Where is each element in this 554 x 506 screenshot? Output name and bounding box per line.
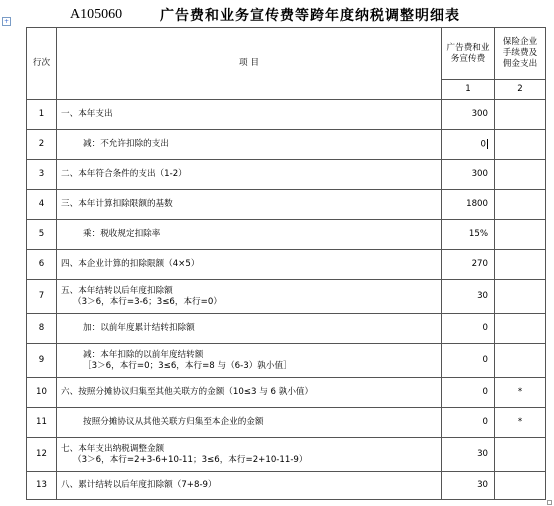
header-col1-index: 1 xyxy=(442,80,495,100)
tax-adjustment-table xyxy=(26,27,546,500)
value-cell-col1[interactable]: 0 xyxy=(442,344,495,378)
header-col1: 广告费和业务宣传费 xyxy=(442,28,495,80)
row-label: 四、本企业计算的扣除限额（4×5） xyxy=(57,250,442,280)
value-cell-col2[interactable] xyxy=(495,344,546,378)
table-row xyxy=(27,130,546,160)
value-text: 0 xyxy=(480,139,486,150)
value-cell-col2[interactable]: * xyxy=(495,378,546,408)
row-label: 一、本年支出 xyxy=(57,100,442,130)
row-label-main: 七、本年支出纳税调整金额 xyxy=(61,443,165,454)
header-row-no: 行次 xyxy=(27,28,57,100)
row-label: 八、累计结转以后年度扣除额（7+8-9） xyxy=(57,472,442,500)
value-cell-col1[interactable] xyxy=(442,130,495,160)
table-move-handle-icon[interactable]: + xyxy=(3,18,10,25)
value-cell-col2[interactable] xyxy=(495,250,546,280)
value-cell-col2[interactable] xyxy=(495,314,546,344)
row-number: 9 xyxy=(27,344,57,378)
row-label: 六、按照分摊协议归集至其他关联方的金额（10≤3 与 6 孰小值） xyxy=(57,378,442,408)
table-row xyxy=(27,408,546,438)
row-label-formula: （3＞6，本行=2+3-6+10-11；3≤6，本行=2+10-11-9） xyxy=(73,454,308,465)
value-cell-col1[interactable]: 15% xyxy=(442,220,495,250)
table-row xyxy=(27,100,546,130)
row-number: 8 xyxy=(27,314,57,344)
row-number: 4 xyxy=(27,190,57,220)
row-label: 减：不允许扣除的支出 xyxy=(57,130,442,160)
row-label-formula: （3＞6，本行=3-6；3≤6，本行=0） xyxy=(73,296,222,307)
table-row xyxy=(27,438,546,472)
value-cell-col2[interactable]: * xyxy=(495,408,546,438)
row-label: 三、本年计算扣除限额的基数 xyxy=(57,190,442,220)
row-number: 5 xyxy=(27,220,57,250)
row-number: 10 xyxy=(27,378,57,408)
row-number: 11 xyxy=(27,408,57,438)
table-resize-handle-icon[interactable] xyxy=(547,500,552,505)
row-label: 乘：税收规定扣除率 xyxy=(57,220,442,250)
table-row xyxy=(27,344,546,378)
value-cell-col2[interactable] xyxy=(495,160,546,190)
value-cell-col1[interactable]: 30 xyxy=(442,438,495,472)
row-label: 按照分摊协议从其他关联方归集至本企业的金额 xyxy=(57,408,442,438)
header-item: 项 目 xyxy=(57,28,442,100)
table-row xyxy=(27,190,546,220)
value-cell-col1[interactable]: 30 xyxy=(442,280,495,314)
value-cell-col1[interactable]: 1800 xyxy=(442,190,495,220)
value-cell-col2[interactable] xyxy=(495,190,546,220)
value-cell-col2[interactable] xyxy=(495,438,546,472)
row-number: 13 xyxy=(27,472,57,500)
row-label xyxy=(57,280,442,314)
table-row xyxy=(27,160,546,190)
row-number: 6 xyxy=(27,250,57,280)
value-cell-col2[interactable] xyxy=(495,130,546,160)
row-label: 二、本年符合条件的支出（1-2） xyxy=(57,160,442,190)
value-cell-col1[interactable]: 0 xyxy=(442,408,495,438)
row-label-formula: ［3＞6，本行=0；3≤6，本行=8 与（6-3）孰小值］ xyxy=(83,360,292,371)
value-cell-col1[interactable]: 270 xyxy=(442,250,495,280)
row-label: 加：以前年度累计结转扣除额 xyxy=(57,314,442,344)
value-cell-col2[interactable] xyxy=(495,472,546,500)
value-cell-col2[interactable] xyxy=(495,100,546,130)
table-row xyxy=(27,280,546,314)
row-number: 7 xyxy=(27,280,57,314)
row-number: 2 xyxy=(27,130,57,160)
value-cell-col2[interactable] xyxy=(495,280,546,314)
header-row xyxy=(27,28,546,80)
form-code: A105060 xyxy=(70,7,123,22)
row-label xyxy=(57,438,442,472)
value-cell-col2[interactable] xyxy=(495,220,546,250)
row-number: 3 xyxy=(27,160,57,190)
text-cursor xyxy=(487,139,488,149)
table-row xyxy=(27,378,546,408)
value-cell-col1[interactable]: 30 xyxy=(442,472,495,500)
header-col2: 保险企业手续费及佣金支出 xyxy=(495,28,546,80)
row-number: 1 xyxy=(27,100,57,130)
form-title: 广告费和业务宣传费等跨年度纳税调整明细表 xyxy=(160,8,460,24)
row-label-main: 减：本年扣除的以前年度结转额 xyxy=(83,349,204,360)
row-label xyxy=(57,344,442,378)
header-col2-index: 2 xyxy=(495,80,546,100)
table-row xyxy=(27,472,546,500)
table-row xyxy=(27,314,546,344)
table-row xyxy=(27,220,546,250)
value-cell-col1[interactable]: 0 xyxy=(442,378,495,408)
row-label-main: 五、本年结转以后年度扣除额 xyxy=(61,285,173,296)
table-row xyxy=(27,250,546,280)
value-cell-col1[interactable]: 300 xyxy=(442,100,495,130)
value-cell-col1[interactable]: 300 xyxy=(442,160,495,190)
row-number: 12 xyxy=(27,438,57,472)
value-cell-col1[interactable]: 0 xyxy=(442,314,495,344)
